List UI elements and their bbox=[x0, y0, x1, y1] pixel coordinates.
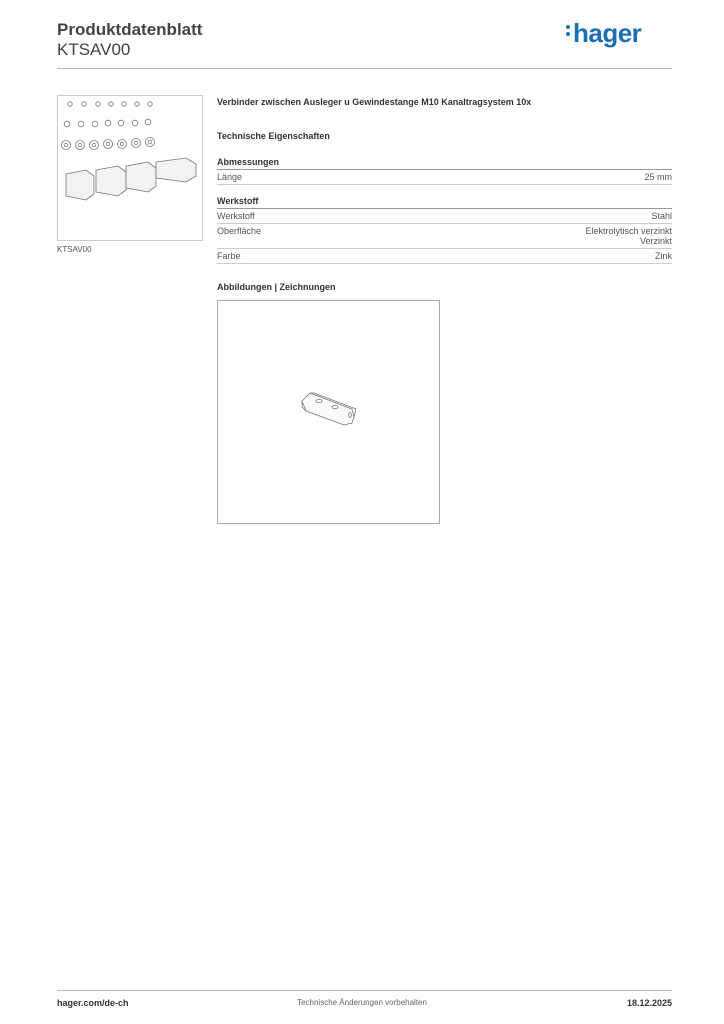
tech-properties-title: Technische Eigenschaften bbox=[217, 131, 330, 141]
footer-date: 18.12.2025 bbox=[626, 998, 672, 1008]
product-image-caption: KTSAV00 bbox=[57, 245, 92, 254]
spec-value: 25 mm bbox=[644, 172, 672, 182]
spec-heading: Abmessungen bbox=[217, 157, 672, 170]
spec-label: Länge bbox=[217, 172, 243, 182]
footer-divider bbox=[57, 990, 672, 991]
spec-value bbox=[585, 226, 672, 246]
hager-logo bbox=[566, 18, 641, 49]
spec-row-oberflaeche bbox=[217, 224, 672, 249]
spec-value-line-1: Elektrolytisch verzinkt bbox=[585, 226, 672, 236]
footer-website-link[interactable]: hager.com/de-ch bbox=[57, 998, 129, 1008]
spec-value: Stahl bbox=[651, 211, 672, 221]
logo-dots-icon bbox=[566, 22, 571, 39]
spec-label: Werkstoff bbox=[217, 211, 255, 221]
header-divider bbox=[57, 68, 672, 69]
spec-value: Zink bbox=[654, 251, 672, 261]
product-code: KTSAV00 bbox=[57, 40, 131, 59]
spec-row-farbe bbox=[217, 249, 672, 264]
spec-label: Oberfläche bbox=[217, 226, 262, 236]
spec-row-werkstoff bbox=[217, 209, 672, 224]
page-title: Produktdatenblatt bbox=[57, 20, 203, 39]
drawings-title: Abbildungen | Zeichnungen bbox=[217, 282, 336, 292]
product-description: Verbinder zwischen Ausleger u Gewindestange M10 Kanaltragsystem 10x bbox=[217, 97, 532, 107]
logo-text: hager bbox=[573, 18, 642, 48]
product-image bbox=[57, 95, 203, 241]
bracket-drawing-icon bbox=[218, 301, 439, 523]
spec-value-line-2: Verzinkt bbox=[639, 236, 672, 246]
product-parts-icon bbox=[58, 96, 202, 240]
spec-section-abmessungen bbox=[217, 157, 672, 185]
spec-heading: Werkstoff bbox=[217, 196, 672, 209]
spec-row-laenge bbox=[217, 170, 672, 185]
drawing-frame bbox=[217, 300, 440, 524]
footer-notice: Technische Änderungen vorbehalten bbox=[297, 998, 427, 1007]
spec-section-werkstoff bbox=[217, 196, 672, 264]
spec-label: Farbe bbox=[217, 251, 241, 261]
